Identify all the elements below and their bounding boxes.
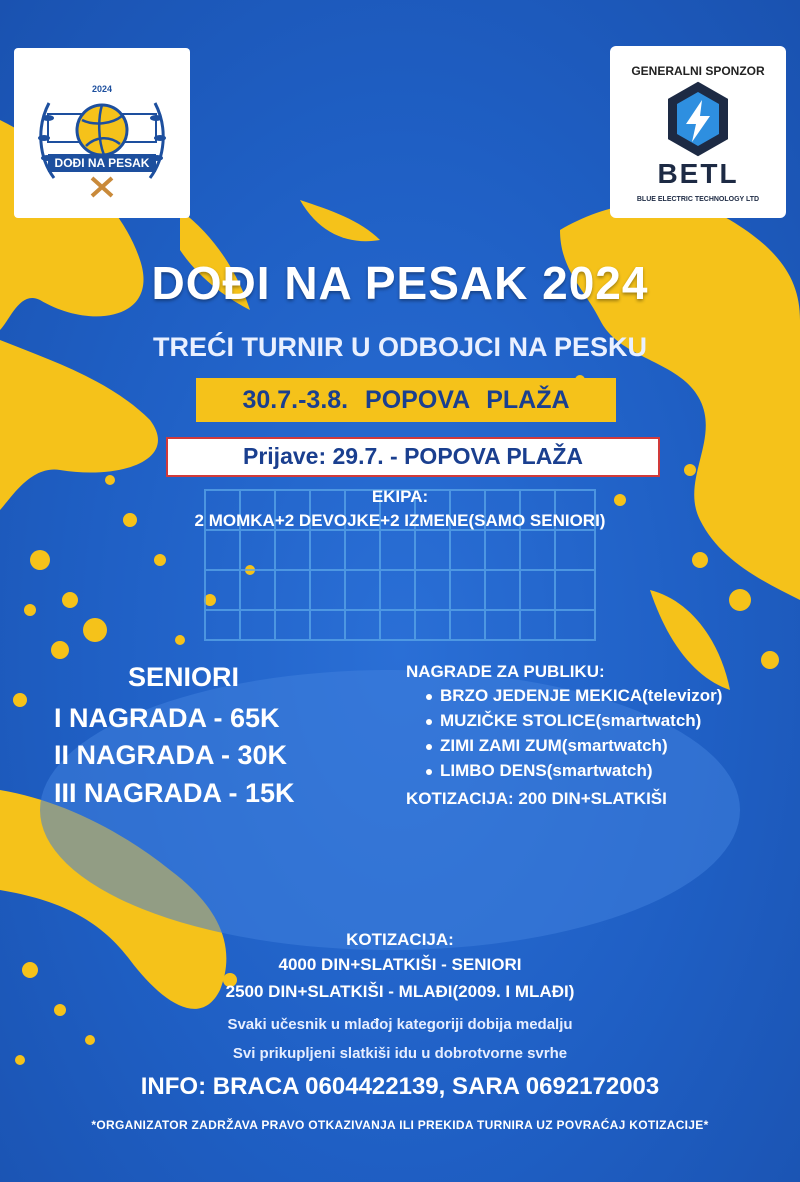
event-title: DOĐI NA PESAK 2024 (151, 257, 649, 309)
bullet-icon (426, 694, 432, 700)
audience-heading: NAGRADE ZA PUBLIKU: (406, 662, 605, 681)
event-dates: 30.7.-3.8. POPOVA PLAŽA (242, 386, 570, 414)
lightning-bolt-icon (610, 46, 786, 218)
audience-item-4: LIMBO DENS(smartwatch) (440, 761, 653, 780)
team-composition: 2 MOMKA+2 DEVOJKE+2 IZMENE(SAMO SENIORI) (194, 511, 606, 530)
note-medal: Svaki učesnik u mlađoj kategoriji dobija medalju (227, 1016, 573, 1033)
logo-year: 2024 (91, 84, 113, 94)
team-label: EKIPA: (371, 487, 429, 506)
seniors-heading: SENIORI (128, 662, 240, 692)
sponsor-brand: BETL (657, 158, 739, 189)
audience-item-2: MUZIČKE STOLICE(smartwatch) (440, 711, 702, 730)
logo-name: DOĐI NA PESAK (54, 156, 150, 170)
fee-seniors: 4000 DIN+SLATKIŠI - SENIORI (278, 955, 522, 974)
audience-item-1: BRZO JEDENJE MEKICA(televizor) (440, 686, 723, 705)
volleyball-logo-icon (14, 48, 190, 218)
sponsor-heading: GENERALNI SPONZOR (631, 64, 765, 78)
tournament-logo-card (14, 48, 190, 218)
senior-prize-2: II NAGRADA - 30K (54, 740, 288, 770)
audience-fee: KOTIZACIJA: 200 DIN+SLATKIŠI (406, 789, 667, 808)
note-charity: Svi prikupljeni slatkiši idu u dobrotvorne svrhe (232, 1045, 568, 1062)
bullet-icon (426, 719, 432, 725)
footer-disclaimer: *ORGANIZATOR ZADRŽAVA PRAVO OTKAZIVANJA ILI PREKIDA TURNIRA UZ POVRAĆAJ KOTIZACIJE* (91, 1118, 709, 1132)
event-subtitle: TREĆI TURNIR U ODBOJCI NA PESKU (152, 332, 648, 362)
sponsor-tagline: BLUE ELECTRIC TECHNOLOGY LTD (636, 196, 760, 203)
fees-heading: KOTIZACIJA: (346, 930, 454, 949)
bullet-icon (426, 769, 432, 775)
registration-info: Prijave: 29.7. - POPOVA PLAŽA (243, 443, 583, 469)
senior-prize-1: I NAGRADA - 65K (54, 703, 280, 733)
bullet-icon (426, 744, 432, 750)
sponsor-card (610, 46, 786, 218)
senior-prize-3: III NAGRADA - 15K (54, 778, 295, 808)
audience-item-3: ZIMI ZAMI ZUM(smartwatch) (440, 736, 668, 755)
contact-info: INFO: BRACA 0604422139, SARA 0692172003 (140, 1073, 660, 1100)
fee-juniors: 2500 DIN+SLATKIŠI - MLAĐI(2009. I MLAĐI) (225, 982, 575, 1001)
